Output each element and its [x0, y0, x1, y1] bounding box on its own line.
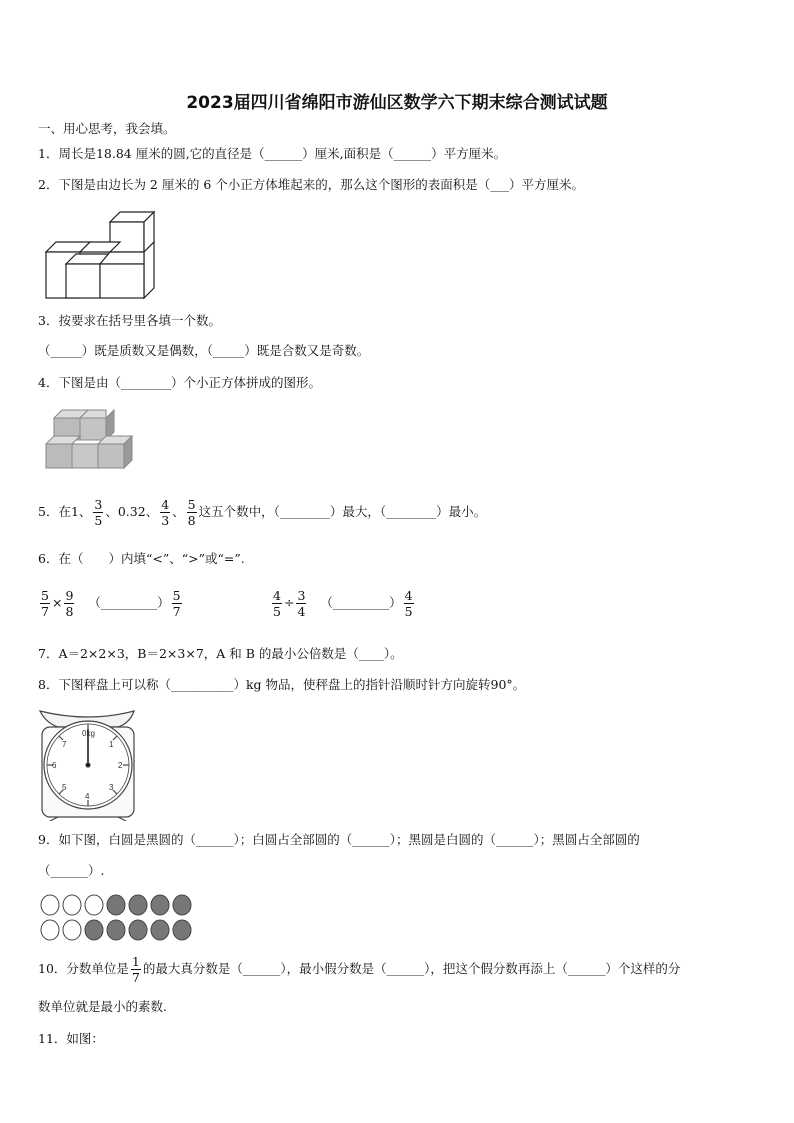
denominator: 5	[404, 604, 413, 619]
numerator: 4	[273, 588, 281, 603]
question-11: 11．如图：	[38, 1031, 104, 1046]
question-10	[38, 950, 680, 988]
q10-text: 的最大真分数是（______），最小假分数是（______），把这个假分数再添上（______）个这样的分	[142, 961, 681, 976]
numerator: 9	[65, 588, 74, 603]
denominator: 8	[187, 513, 196, 528]
question-4: 4．下图是由（________）个小正方体拼成的图形。	[38, 375, 321, 390]
numerator: 3	[94, 497, 103, 512]
circles-figure	[40, 893, 196, 943]
q6-comparison-b	[270, 585, 416, 621]
fraction	[272, 588, 282, 619]
scale-label: 7	[62, 740, 67, 749]
question-5	[38, 495, 486, 529]
fraction	[404, 588, 414, 619]
question-9-continued: （______）.	[38, 863, 105, 878]
numerator: 5	[41, 588, 49, 603]
q5-suffix: 这五个数中，（________）最大，（________）最小。	[198, 504, 487, 519]
scale-figure	[38, 707, 138, 821]
scale-label: 6	[52, 761, 57, 770]
fraction	[40, 588, 50, 619]
numerator: 4	[161, 497, 170, 512]
fraction	[296, 588, 306, 619]
answer-blank: （_________）	[320, 595, 402, 610]
question-10-continued: 数单位就是最小的素数.	[38, 999, 167, 1014]
fraction	[172, 588, 182, 619]
denominator: 7	[172, 604, 181, 619]
cube-stack-figure	[44, 208, 159, 303]
q6-comparison-a	[38, 585, 184, 621]
scale-label: 5	[62, 783, 67, 792]
scale-label: 0kg	[82, 729, 95, 738]
denominator: 3	[161, 513, 170, 528]
question-2: 2．下图是由边长为 2 厘米的 6 个小正方体堆起来的，那么这个图形的表面积是（___）平方厘米。	[38, 177, 585, 192]
question-9: 9．如下图，白圆是黑圆的（______）；白圆占全部圆的（______）；黑圆是白圆的（______）；黑圆占全部圆的	[38, 832, 640, 847]
denominator: 7	[131, 970, 140, 985]
fraction	[131, 954, 141, 985]
numerator: 3	[297, 588, 306, 603]
denominator: 5	[273, 604, 281, 619]
q5-text: 、	[172, 504, 185, 519]
denominator: 8	[65, 604, 74, 619]
operator: ÷	[283, 595, 295, 610]
question-6: 6．在（ ）内填“<”、“>”或“=”.	[38, 551, 245, 566]
question-1: 1．周长是18.84 厘米的圆,它的直径是（______）厘米,面积是（______）平方厘米。	[38, 146, 507, 161]
fraction	[64, 588, 74, 619]
numerator: 4	[404, 588, 413, 603]
scale-label: 1	[109, 740, 114, 749]
numerator: 5	[172, 588, 181, 603]
q5-text: 、0.32、	[105, 504, 159, 519]
question-7: 7．A＝2×2×3，B＝2×3×7，A 和 B 的最小公倍数是（____）。	[38, 646, 403, 661]
q10-prefix: 10．分数单位是	[38, 961, 129, 976]
operator: ×	[51, 595, 63, 610]
denominator: 4	[297, 604, 306, 619]
gray-cubes-figure	[44, 406, 134, 470]
fraction	[93, 497, 103, 528]
scale-label: 4	[85, 792, 90, 801]
answer-blank: （_________）	[88, 595, 170, 610]
question-8: 8．下图秤盘上可以称（__________）kg 物品，使秤盘上的指针沿顺时针方向旋转90°。	[38, 677, 526, 692]
denominator: 5	[94, 513, 103, 528]
numerator: 5	[187, 497, 196, 512]
fraction	[187, 497, 197, 528]
question-3: 3．按要求在括号里各填一个数。	[38, 313, 221, 328]
page-title: 2023届四川省绵阳市游仙区数学六下期末综合测试试题	[186, 93, 608, 113]
numerator: 1	[131, 954, 140, 969]
scale-label: 2	[118, 761, 123, 770]
denominator: 7	[41, 604, 49, 619]
section-heading: 一、用心思考，我会填。	[38, 121, 176, 136]
question-3-blanks: （_____）既是质数又是偶数，（_____）既是合数又是奇数。	[38, 343, 370, 358]
fraction	[160, 497, 170, 528]
q5-prefix: 5．在1、	[38, 504, 92, 519]
scale-label: 3	[109, 783, 114, 792]
